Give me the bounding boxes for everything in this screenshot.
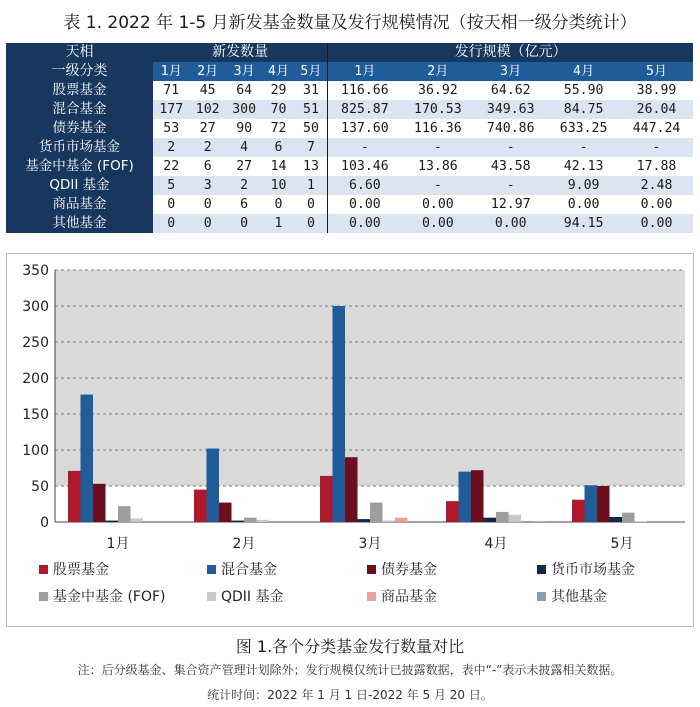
scale-cell: 84.75: [547, 100, 620, 119]
bar: [471, 470, 484, 522]
scale-cell: 17.88: [620, 157, 693, 176]
bar: [496, 512, 509, 522]
legend-swatch: [367, 592, 376, 601]
bar-chart: [7, 254, 693, 626]
scale-cell: 740.86: [474, 119, 547, 138]
scale-cell: 26.04: [620, 100, 693, 119]
count-cell: 22: [153, 157, 189, 176]
row-label: QDII 基金: [6, 176, 153, 195]
table-row: [6, 195, 693, 214]
x-tick-label: 2月: [232, 536, 256, 552]
row-label: 混合基金: [6, 100, 153, 119]
bar: [597, 486, 610, 522]
count-cell: 2: [226, 176, 262, 195]
legend-label: 混合基金: [221, 562, 277, 578]
scale-cell: 137.60: [328, 119, 402, 138]
scale-cell: 64.62: [474, 81, 547, 100]
bar: [81, 395, 94, 522]
bar: [257, 520, 270, 522]
scale-cell: 12.97: [474, 195, 547, 214]
scale-cell: -: [474, 176, 547, 195]
y-tick-label: 350: [22, 263, 49, 279]
count-month-header: 5月: [295, 62, 328, 81]
count-cell: 0: [153, 214, 189, 233]
bar: [635, 521, 648, 522]
legend-swatch: [39, 565, 48, 574]
count-cell: 14: [262, 157, 294, 176]
count-cell: 300: [226, 100, 262, 119]
bar: [459, 472, 472, 522]
issue-scale-group-header: 发行规模（亿元）: [328, 43, 693, 62]
count-cell: 6: [226, 195, 262, 214]
legend-label: 商品基金: [381, 589, 437, 605]
bar: [118, 506, 131, 522]
legend-swatch: [367, 565, 376, 574]
count-cell: 27: [189, 119, 225, 138]
bar: [333, 306, 346, 522]
stat-period: 统计时间：2022 年 1 月 1 日-2022 年 5 月 20 日。: [207, 688, 493, 702]
scale-month-header: 2月: [401, 62, 474, 81]
bar: [610, 517, 623, 522]
count-cell: 29: [262, 81, 294, 100]
row-label: 其他基金: [6, 214, 153, 233]
scale-cell: -: [401, 176, 474, 195]
count-cell: 1: [295, 176, 328, 195]
count-cell: 6: [262, 138, 294, 157]
count-month-header: 2月: [189, 62, 225, 81]
scale-cell: 36.92: [401, 81, 474, 100]
scale-cell: 2.48: [620, 176, 693, 195]
scale-month-header: 1月: [328, 62, 402, 81]
bar: [534, 521, 547, 522]
bar: [383, 521, 396, 522]
legend-label: 债券基金: [381, 562, 437, 578]
scale-cell: 633.25: [547, 119, 620, 138]
chart-container: [6, 253, 694, 627]
bar: [68, 471, 81, 522]
count-cell: 0: [153, 195, 189, 214]
bar: [244, 518, 257, 522]
count-cell: 1: [262, 214, 294, 233]
table-row: [6, 100, 693, 119]
x-tick-label: 4月: [484, 536, 508, 552]
scale-cell: 9.09: [547, 176, 620, 195]
scale-cell: 55.90: [547, 81, 620, 100]
legend-label: 基金中基金 (FOF): [53, 589, 166, 605]
table-row: [6, 176, 693, 195]
bar: [106, 521, 119, 522]
y-tick-label: 50: [31, 479, 49, 495]
legend-swatch: [207, 592, 216, 601]
scale-cell: 0.00: [620, 195, 693, 214]
chart-caption: 图 1.各个分类基金发行数量对比: [235, 637, 465, 656]
scale-cell: 0.00: [620, 214, 693, 233]
table-row: [6, 119, 693, 138]
scale-cell: 0.00: [474, 214, 547, 233]
count-cell: 72: [262, 119, 294, 138]
scale-cell: 0.00: [547, 195, 620, 214]
scale-cell: 116.36: [401, 119, 474, 138]
count-month-header: 4月: [262, 62, 294, 81]
scale-cell: 116.66: [328, 81, 402, 100]
scale-month-header: 4月: [547, 62, 620, 81]
scale-cell: -: [328, 138, 402, 157]
legend-label: QDII 基金: [221, 589, 284, 605]
bar: [320, 476, 333, 522]
y-tick-label: 0: [40, 515, 49, 531]
count-cell: 0: [295, 195, 328, 214]
legend-label: 股票基金: [53, 562, 109, 578]
count-cell: 71: [153, 81, 189, 100]
bar: [358, 519, 371, 522]
count-cell: 13: [295, 157, 328, 176]
legend-swatch: [537, 565, 546, 574]
scale-cell: 0.00: [328, 195, 402, 214]
scale-cell: 825.87: [328, 100, 402, 119]
bar: [345, 457, 358, 522]
count-cell: 2: [153, 138, 189, 157]
bar: [194, 490, 207, 522]
count-cell: 64: [226, 81, 262, 100]
scale-cell: 0.00: [401, 214, 474, 233]
y-tick-label: 150: [22, 407, 49, 423]
scale-month-header: 5月: [620, 62, 693, 81]
scale-cell: -: [474, 138, 547, 157]
legend-swatch: [537, 592, 546, 601]
bar: [395, 518, 408, 522]
count-cell: 50: [295, 119, 328, 138]
count-month-header: 3月: [226, 62, 262, 81]
y-tick-label: 100: [22, 443, 49, 459]
footnote: 注：后分级基金、集合资产管理计划除外；发行规模仅统计已披露数据，表中“-”表示未披露相关数据。: [77, 663, 623, 677]
scale-cell: 170.53: [401, 100, 474, 119]
count-cell: 0: [189, 195, 225, 214]
x-tick-label: 1月: [106, 536, 130, 552]
row-label: 债券基金: [6, 119, 153, 138]
new-count-group-header: 新发数量: [153, 43, 328, 62]
count-month-header: 1月: [153, 62, 189, 81]
scale-cell: 13.86: [401, 157, 474, 176]
scale-month-header: 3月: [474, 62, 547, 81]
corner-header-top: 天相: [6, 43, 153, 62]
scale-cell: 0.00: [328, 214, 402, 233]
count-cell: 2: [189, 138, 225, 157]
bar: [622, 513, 635, 522]
count-cell: 177: [153, 100, 189, 119]
bar: [585, 485, 598, 522]
row-label: 股票基金: [6, 81, 153, 100]
bar: [509, 515, 522, 522]
bar: [572, 500, 585, 522]
scale-cell: 0.00: [401, 195, 474, 214]
table-row: [6, 138, 693, 157]
table-row: [6, 157, 693, 176]
scale-cell: -: [547, 138, 620, 157]
count-cell: 7: [295, 138, 328, 157]
scale-cell: 6.60: [328, 176, 402, 195]
count-cell: 70: [262, 100, 294, 119]
scale-cell: 349.63: [474, 100, 547, 119]
row-label: 基金中基金 (FOF): [6, 157, 153, 176]
scale-cell: -: [620, 138, 693, 157]
table-title: 表 1. 2022 年 1-5 月新发基金数量及发行规模情况（按天相一级分类统计）: [63, 13, 637, 33]
row-label: 商品基金: [6, 195, 153, 214]
legend-swatch: [39, 592, 48, 601]
x-tick-label: 5月: [610, 536, 634, 552]
y-tick-label: 200: [22, 371, 49, 387]
scale-cell: -: [401, 138, 474, 157]
legend-label: 货币市场基金: [551, 562, 635, 578]
y-tick-label: 300: [22, 299, 49, 315]
scale-cell: 447.24: [620, 119, 693, 138]
bar: [219, 503, 232, 522]
corner-header-bottom: 一级分类: [6, 62, 153, 81]
count-cell: 0: [226, 214, 262, 233]
legend-swatch: [207, 565, 216, 574]
scale-cell: 43.58: [474, 157, 547, 176]
count-cell: 53: [153, 119, 189, 138]
scale-cell: 38.99: [620, 81, 693, 100]
count-cell: 31: [295, 81, 328, 100]
fund-issuance-table: [6, 43, 693, 233]
count-cell: 0: [295, 214, 328, 233]
row-label: 货币市场基金: [6, 138, 153, 157]
count-cell: 102: [189, 100, 225, 119]
bar: [232, 521, 245, 522]
legend-label: 其他基金: [551, 589, 607, 605]
bar: [446, 501, 459, 522]
count-cell: 0: [262, 195, 294, 214]
bar: [93, 484, 106, 522]
count-cell: 5: [153, 176, 189, 195]
bar: [370, 503, 383, 522]
bar: [484, 518, 497, 522]
count-cell: 0: [189, 214, 225, 233]
count-cell: 45: [189, 81, 225, 100]
count-cell: 51: [295, 100, 328, 119]
bar: [207, 449, 220, 522]
y-tick-label: 250: [22, 335, 49, 351]
count-cell: 90: [226, 119, 262, 138]
table-row: [6, 214, 693, 233]
bar: [131, 518, 144, 522]
table-row: [6, 81, 693, 100]
count-cell: 10: [262, 176, 294, 195]
count-cell: 4: [226, 138, 262, 157]
count-cell: 6: [189, 157, 225, 176]
x-tick-label: 3月: [358, 536, 382, 552]
scale-cell: 94.15: [547, 214, 620, 233]
scale-cell: 42.13: [547, 157, 620, 176]
count-cell: 3: [189, 176, 225, 195]
count-cell: 27: [226, 157, 262, 176]
scale-cell: 103.46: [328, 157, 402, 176]
